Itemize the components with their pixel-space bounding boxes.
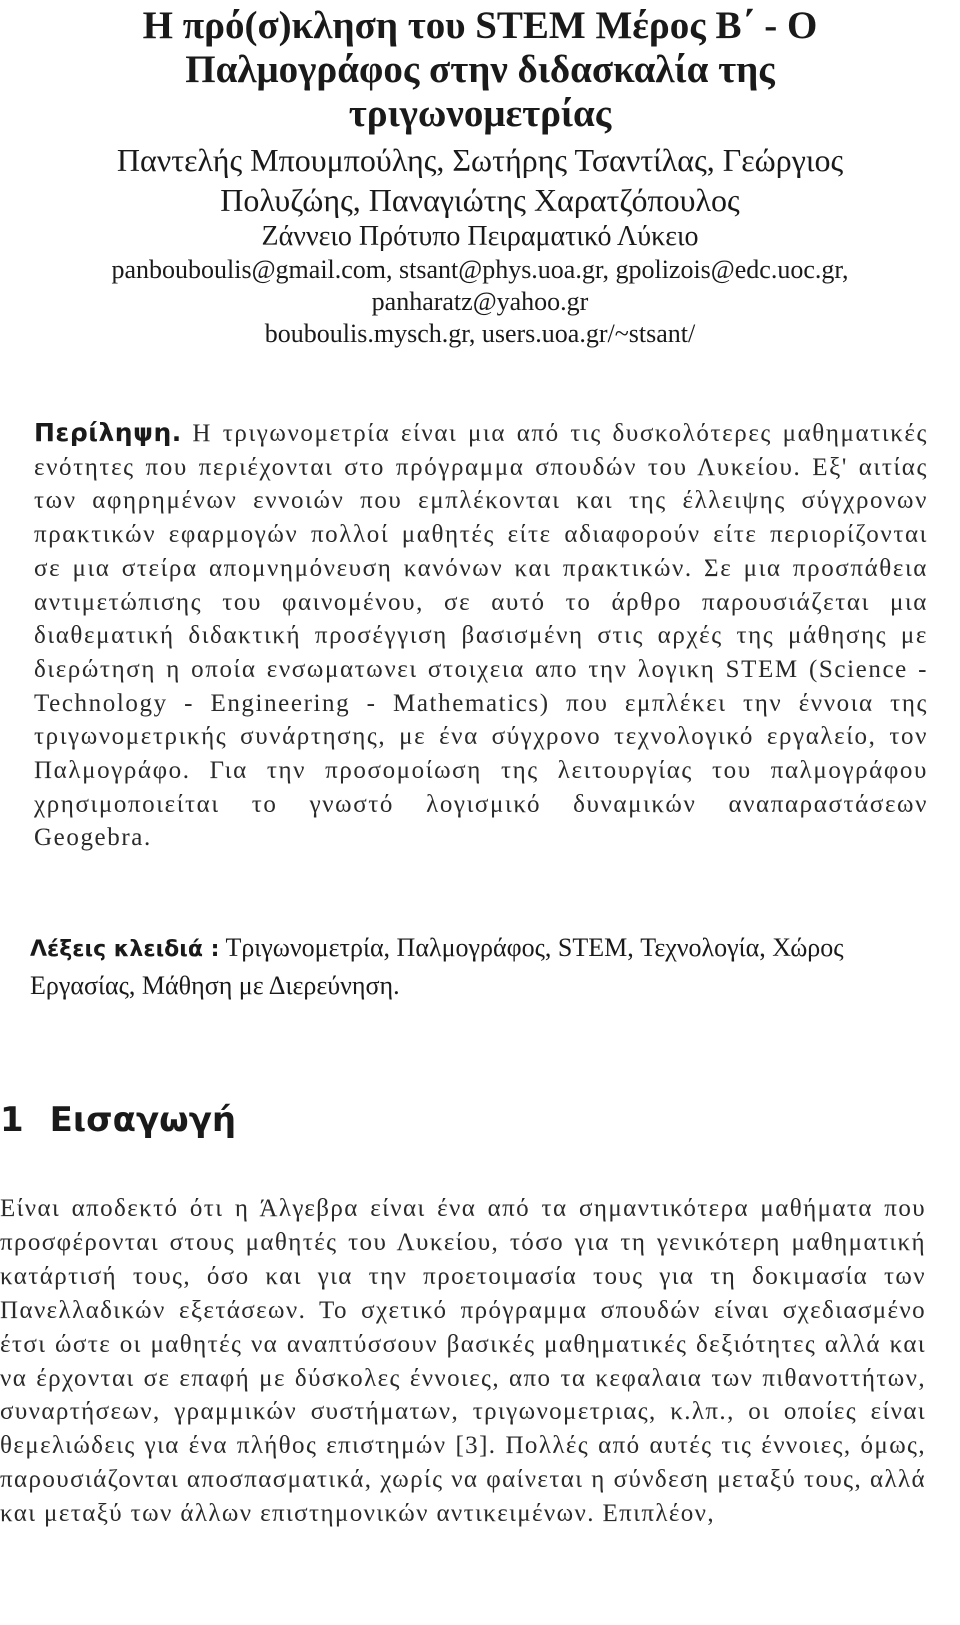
abstract: [34, 416, 928, 855]
keywords: [30, 930, 930, 1004]
section-number: 1: [0, 1100, 24, 1140]
contact-line: panharatz@yahoo.gr: [371, 287, 589, 316]
author-contacts: [14, 254, 946, 350]
abstract-label: Περίληψη.: [34, 418, 182, 447]
contact-line: bouboulis.mysch.gr, users.uoa.gr/~stsant/: [264, 319, 696, 348]
paper-affiliation: Ζάννειο Πρότυπο Πειραματικό Λύκειο: [261, 221, 699, 252]
author-line: Πολυζώης, Παναγιώτης Χαρατζόπουλος: [220, 182, 740, 218]
title-line: Παλμογράφος στην διδασκαλία της: [185, 48, 775, 91]
keywords-text: Τριγωνομετρία, Παλμογράφος, STEM, Τεχνολογία, Χώρος Εργασίας, Μάθηση με Διερεύνηση.: [30, 933, 844, 1000]
contact-line: panbouboulis@gmail.com, stsant@phys.uoa.gr, gpolizois@edc.uoc.gr,: [111, 255, 849, 284]
section-heading: [0, 1098, 236, 1142]
paper-authors: [14, 140, 946, 220]
paper-header: [14, 4, 946, 350]
intro-paragraph: Είναι αποδεκτό ότι η Άλγεβρα είναι ένα από τα σημαντικότερα μαθήματα που προσφέρονται στους μαθητές του Λυκείου, τόσο για τη γενικότερη μαθηματική κατάρτισή τους, όσο και για την προετοιμασία τους για τη δοκιμασία των Πανελλαδικών εξετάσεων. Το σχετικό πρόγραμμα σπουδών είναι σχεδιασμένο έτσι ώστε οι μαθητές να αναπτύσσουν βασικές μαθηματικές δεξιότητες αλλά και να έρχονται σε επαφή με δύσκολες έννοιες, απο τα κεφαλαια των πιθανοττήτων, συναρτήσεων, γραμμικών συστήματων, τριγωνομετριας, κ.λπ., οι οποίες είναι θεμελιώδεις για ένα πλήθος επιστημών [3]. Πολλές από αυτές τις έννοιες, όμως, παρουσιάζονται αποσπασματικά, χωρίς να φαίνεται η σύνδεση μεταξύ τους, αλλά και μεταξύ των άλλων επιστημονικών αντικειμένων. Επιπλέον,: [0, 1195, 926, 1528]
section-title: Εισαγωγή: [49, 1100, 237, 1140]
abstract-text: Η τριγωνομετρία είναι μια από τις δυσκολότερες μαθηματικές ενότητες που περιέχονται στο πρόγραμμα σπουδών του Λυκείου. Εξ' αιτίας των αφηρημένων εννοιών που εμπλέκονται και της έλλειψης σύγχρονων πρακτικών εφαρμογών πολλοί μαθητές είτε αδιαφορούν είτε περιορίζονται σε μια στείρα απομνημόνευση κανόνων και πρακτικών. Σε μια προσπάθεια αντιμετώπισης του φαινομένου, σε αυτό το άρθρο παρουσιάζεται μια διαθεματική διδακτική προσέγγιση βασισμένη στις αρχές της μάθησης με διερώτηση η οποία ενσωματωνει στοιχεια απο την λογικη STEM (Science - Technology - Engineering - Mathematics) που εμπλέκει την έννοια της τριγωνομετρικής συνάρτησης, με ένα σύγχρονο τεχνολογικό εργαλείο, τον Παλμογράφο. Για την προσομοίωση της λειτουργίας του παλμογράφου χρησιμοποιείται το γνωστό λογισμικό δυναμικών αναπαραστάσεων Geogebra.: [34, 420, 929, 852]
paper-title: [14, 4, 946, 136]
author-line: Παντελής Μπουμπούλης, Σωτήρης Τσαντίλας, Γεώργιος: [116, 142, 844, 178]
title-line: τριγωνομετρίας: [348, 92, 612, 135]
keywords-label: Λέξεις κλειδιά :: [30, 937, 220, 962]
title-line: Η πρό(σ)κληση του STEM Μέρος Β΄ - Ο: [142, 4, 818, 47]
